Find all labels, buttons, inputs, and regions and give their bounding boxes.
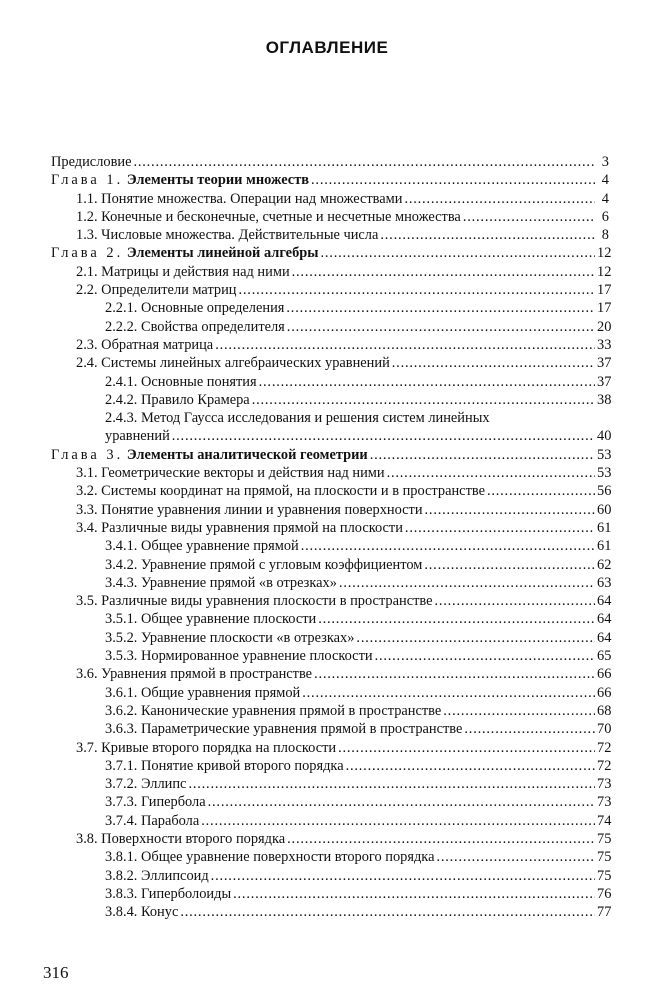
toc-entry-label: 3.7.2. Эллипс <box>105 776 187 793</box>
table-of-contents <box>51 153 612 921</box>
toc-page-number: 17 <box>597 300 612 317</box>
toc-page-number: 60 <box>597 501 612 518</box>
toc-entry-label: 3.4.2. Уравнение прямой с угловым коэффициентом <box>105 556 423 573</box>
toc-entry-label: Предисловие <box>51 154 132 170</box>
toc-page-number: 64 <box>597 611 612 628</box>
toc-section[interactable] <box>51 336 612 354</box>
toc-page-number: 77 <box>597 904 612 921</box>
leader-dots <box>346 757 595 775</box>
leader-dots <box>302 684 595 702</box>
leader-dots <box>375 647 595 665</box>
toc-page-number: 70 <box>597 721 612 738</box>
leader-dots <box>424 556 595 574</box>
toc-subsection[interactable] <box>51 373 612 391</box>
leader-dots <box>201 812 595 830</box>
leader-dots <box>387 464 595 482</box>
toc-entry-label: 2.3. Обратная матрица <box>76 336 214 353</box>
toc-entry-label: 3.7.3. Гипербола <box>105 794 206 811</box>
chapter-title: Элементы аналитической геометрии <box>126 446 368 463</box>
toc-page-number: 38 <box>597 391 612 408</box>
toc-subsection[interactable] <box>51 318 612 336</box>
toc-subsection[interactable] <box>51 775 612 793</box>
toc-page-number: 12 <box>597 263 612 280</box>
leader-dots <box>463 208 595 226</box>
toc-entry-label-continued: уравнений <box>105 428 170 445</box>
toc-page-number: 56 <box>597 483 612 500</box>
leader-dots <box>311 171 595 189</box>
toc-entry-label: 3.4. Различные виды уравнения прямой на плоскости <box>76 519 403 536</box>
toc-entry-label: 2.2.2. Свойства определителя <box>105 318 285 335</box>
toc-page-number: 63 <box>597 574 612 591</box>
toc-page-number: 68 <box>597 702 612 719</box>
toc-entry-label: 3.5.3. Нормированное уравнение плоскости <box>105 648 373 665</box>
toc-subsection[interactable] <box>51 537 612 555</box>
leader-dots <box>172 427 595 445</box>
leader-dots <box>405 519 595 537</box>
leader-dots <box>301 537 595 555</box>
leader-dots <box>338 739 595 757</box>
toc-page-number: 53 <box>597 465 612 482</box>
toc-subsection[interactable] <box>51 409 612 446</box>
toc-section[interactable] <box>51 263 612 281</box>
leader-dots <box>208 793 595 811</box>
toc-subsection[interactable] <box>51 629 612 647</box>
toc-entry-label: 2.4.1. Основные понятия <box>105 373 257 390</box>
toc-page-number: 76 <box>597 885 612 902</box>
toc-entry-label: 3.6.2. Канонические уравнения прямой в пространстве <box>105 702 442 719</box>
toc-entry-label: 3.8.2. Эллипсоид <box>105 867 209 884</box>
toc-subsection[interactable] <box>51 684 612 702</box>
toc-entry-label: 1.1. Понятие множества. Операции над множествами <box>76 190 403 207</box>
leader-dots <box>487 482 595 500</box>
toc-section[interactable] <box>51 665 612 683</box>
toc-page-number: 17 <box>597 282 612 299</box>
toc-page-number: 73 <box>597 794 612 811</box>
toc-entry-label: 3.6.1. Общие уравнения прямой <box>105 684 301 701</box>
toc-page-number: 74 <box>597 812 612 829</box>
toc-section[interactable] <box>51 482 612 500</box>
toc-entry-label: 3.2. Системы координат на прямой, на плоскости и в пространстве <box>76 483 485 500</box>
toc-entry-label: 2.2.1. Основные определения <box>105 300 285 317</box>
toc-page-number: 66 <box>597 666 612 683</box>
toc-page-number: 6 <box>601 208 609 225</box>
toc-section[interactable] <box>51 190 609 208</box>
toc-chapter-1[interactable] <box>51 171 609 189</box>
toc-subsection[interactable] <box>51 299 612 317</box>
leader-dots <box>380 226 595 244</box>
toc-page-number: 53 <box>597 446 612 463</box>
leader-dots <box>239 281 595 299</box>
leader-dots <box>259 373 595 391</box>
toc-page-number: 20 <box>597 318 612 335</box>
toc-page-number: 75 <box>597 830 612 847</box>
page-title: ОГЛАВЛЕНИЕ <box>265 38 389 57</box>
toc-page-number: 64 <box>597 629 612 646</box>
toc-entry-label: 3.3. Понятие уравнения линии и уравнения поверхности <box>76 501 423 518</box>
toc-entry-label: 3.5.2. Уравнение плоскости «в отрезках» <box>105 629 355 646</box>
toc-section[interactable] <box>51 354 612 372</box>
toc-section[interactable] <box>51 501 612 519</box>
toc-subsection[interactable] <box>51 757 612 775</box>
toc-entry-label: 3.8.3. Гиперболоиды <box>105 885 232 902</box>
toc-page-number: 61 <box>597 538 612 555</box>
leader-dots <box>133 153 595 171</box>
toc-subsection[interactable] <box>51 848 612 866</box>
toc-entry-label: 2.4. Системы линейных алгебраических уравнений <box>76 355 390 372</box>
toc-page-number: 8 <box>601 227 609 244</box>
toc-subsection[interactable] <box>51 867 612 885</box>
toc-section[interactable] <box>51 208 609 226</box>
chapter-prefix: Глава 1. <box>51 172 124 189</box>
toc-page-number: 66 <box>597 684 612 701</box>
toc-page-number: 73 <box>597 776 612 793</box>
toc-entry-label: 2.2. Определители матриц <box>76 282 237 299</box>
toc-chapter-2[interactable] <box>51 244 612 262</box>
toc-entry-label: 2.1. Матрицы и действия над ними <box>76 263 290 280</box>
toc-page-number: 75 <box>597 867 612 884</box>
leader-dots <box>287 830 595 848</box>
toc-subsection[interactable] <box>51 903 612 921</box>
toc-entry-label: 3.6. Уравнения прямой в пространстве <box>76 666 313 683</box>
toc-section[interactable] <box>51 739 612 757</box>
toc-subsection[interactable] <box>51 885 612 903</box>
toc-entry-label: 1.2. Конечные и бесконечные, счетные и несчетные множества <box>76 208 461 225</box>
leader-dots <box>211 867 595 885</box>
leader-dots <box>287 318 595 336</box>
toc-page-number: 72 <box>597 739 612 756</box>
page-number: 316 <box>43 963 69 982</box>
toc-entry-label: 3.5.1. Общее уравнение плоскости <box>105 611 317 628</box>
toc-entry-label: 3.8. Поверхности второго порядка <box>76 830 286 847</box>
leader-dots <box>443 702 595 720</box>
leader-dots <box>392 354 595 372</box>
toc-subsection[interactable] <box>51 647 612 665</box>
toc-entry-label: 3.7.4. Парабола <box>105 812 200 829</box>
chapter-title: Элементы линейной алгебры <box>126 245 319 262</box>
toc-page-number: 37 <box>597 373 612 390</box>
toc-entry-label: 3.1. Геометрические векторы и действия над ними <box>76 465 385 482</box>
toc-subsection[interactable] <box>51 702 612 720</box>
toc-section[interactable] <box>51 464 612 482</box>
leader-dots <box>321 244 595 262</box>
leader-dots <box>436 848 595 866</box>
leader-dots <box>404 190 595 208</box>
toc-page-number: 40 <box>597 428 612 445</box>
toc-page-number: 4 <box>601 190 609 207</box>
leader-dots <box>286 299 595 317</box>
toc-subsection[interactable] <box>51 391 612 409</box>
toc-section[interactable] <box>51 830 612 848</box>
toc-subsection[interactable] <box>51 556 612 574</box>
leader-dots <box>314 665 595 683</box>
toc-page-number: 75 <box>597 849 612 866</box>
toc-subsection[interactable] <box>51 793 612 811</box>
toc-page-number: 62 <box>597 556 612 573</box>
toc-entry-preface[interactable] <box>51 153 609 171</box>
toc-page-number: 4 <box>601 172 609 189</box>
leader-dots <box>180 903 595 921</box>
leader-dots <box>252 391 595 409</box>
toc-page-number: 37 <box>597 355 612 372</box>
leader-dots <box>188 775 595 793</box>
toc-entry-label: 3.5. Различные виды уравнения плоскости в пространстве <box>76 593 433 610</box>
toc-entry-label: 2.4.2. Правило Крамера <box>105 391 250 408</box>
leader-dots <box>464 720 595 738</box>
toc-entry-label: 3.8.1. Общее уравнение поверхности второго порядка <box>105 849 435 866</box>
toc-page-number: 65 <box>597 648 612 665</box>
toc-page-number: 64 <box>597 593 612 610</box>
leader-dots <box>292 263 595 281</box>
toc-page-number: 61 <box>597 519 612 536</box>
toc-entry-label: 3.7. Кривые второго порядка на плоскости <box>76 739 337 756</box>
leader-dots <box>370 446 595 464</box>
toc-subsection[interactable] <box>51 610 612 628</box>
chapter-title: Элементы теории множеств <box>126 172 310 189</box>
toc-entry-label: 3.4.1. Общее уравнение прямой <box>105 538 299 555</box>
toc-subsection[interactable] <box>51 574 612 592</box>
toc-page-number: 33 <box>597 336 612 353</box>
leader-dots <box>425 501 595 519</box>
toc-entry-label: 1.3. Числовые множества. Действительные числа <box>76 227 379 244</box>
leader-dots <box>339 574 595 592</box>
leader-dots <box>215 336 595 354</box>
toc-chapter-3[interactable] <box>51 446 612 464</box>
toc-entry-label: 3.7.1. Понятие кривой второго порядка <box>105 757 344 774</box>
chapter-prefix: Глава 2. <box>51 245 124 262</box>
toc-section[interactable] <box>51 226 609 244</box>
toc-section[interactable] <box>51 592 612 610</box>
leader-dots <box>434 592 595 610</box>
toc-page-number: 12 <box>597 245 612 262</box>
toc-entry-label: 3.6.3. Параметрические уравнения прямой в пространстве <box>105 721 463 738</box>
leader-dots <box>233 885 595 903</box>
chapter-prefix: Глава 3. <box>51 446 124 463</box>
toc-section[interactable] <box>51 281 612 299</box>
toc-subsection[interactable] <box>51 720 612 738</box>
leader-dots <box>318 610 595 628</box>
toc-entry-label: 2.4.3. Метод Гаусса исследования и решения систем линейных <box>105 410 490 427</box>
toc-entry-label: 3.4.3. Уравнение прямой «в отрезках» <box>105 574 337 591</box>
toc-subsection[interactable] <box>51 812 612 830</box>
toc-entry-label: 3.8.4. Конус <box>105 904 179 921</box>
toc-section[interactable] <box>51 519 612 537</box>
leader-dots <box>356 629 595 647</box>
toc-page-number: 72 <box>597 757 612 774</box>
toc-page-number: 3 <box>601 154 609 170</box>
